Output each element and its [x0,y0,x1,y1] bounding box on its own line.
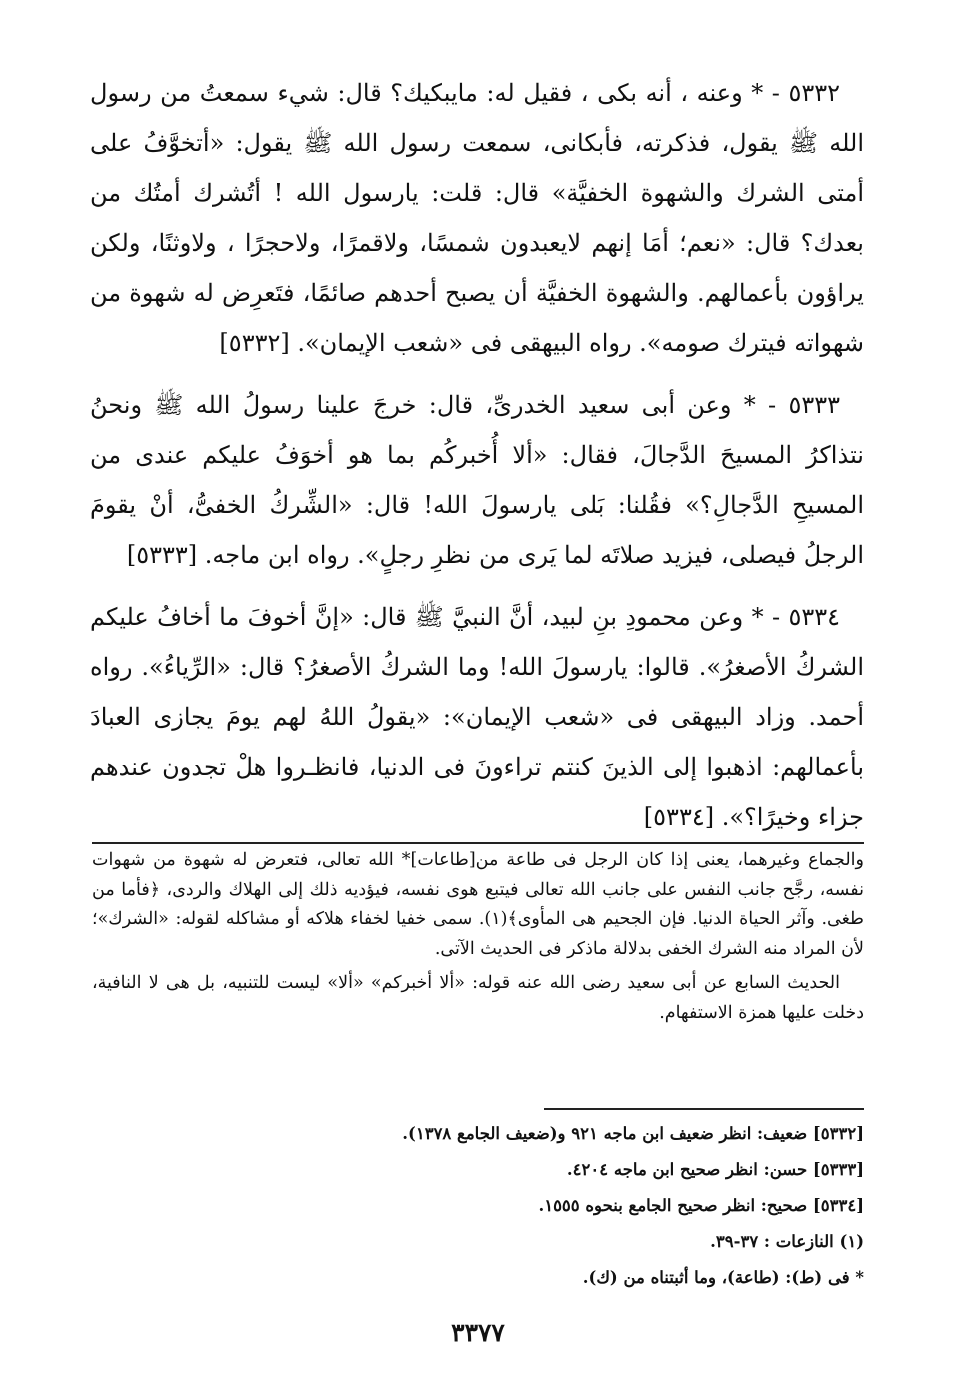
hadith-section [90,68,864,854]
references-section [92,1116,864,1296]
hadith-5332: ٥٣٣٢ - * وعنه ، أنه بكى ، فقيل له: مايبكيك؟ قال: شيء سمعتُ من رسول الله ﷺ يقول، فذكرته، فأبكانى، سمعت رسول الله ﷺ يقول: «أتخوَّفُ على أمتى الشرك والشهوة الخفيَّة» قال: قلت: يارسول الله ! أتُشرك أمتُك من بعدك؟ قال: «نعم؛ أمَا إنهم لايعبدون شمسًا، ولاقمرًا، ولاحجرًا ، ولاوثنًا، ولكن يراؤون بأعمالهم. والشهوة الخفيَّة أن يصبح أحدهم صائمًا، فتَعرِض له شهوة من شهواته فيترك صومه». رواه البيهقى فى «شعب الإيمان». [٥٣٣٢] [90,79,865,357]
commentary-paragraph: الحديث السابع عن أبى سعيد رضى الله عنه قوله: «ألا أخبركم» «ألا» ليست للتنبيه، بل هى لا النافية، دخلت عليها همزة الاستفهام. [92,973,864,1023]
reference-5332: [٥٣٣٢] ضعيف: انظر ضعيف ابن ماجه ٩٢١ و(ضعيف الجامع ١٣٧٨). [402,1124,864,1143]
references-divider [544,1108,864,1110]
reference-5333: [٥٣٣٣] حسن: انظر صحيح ابن ماجه ٤٢٠٤. [566,1160,864,1179]
footnote-variant: * فى (ط): (طاعة)، وما أثبتناه من (ك). [582,1268,864,1287]
footnote-quran: (١) النازعات : ٣٧-٣٩. [710,1232,864,1251]
page-number: ٣٣٧٧ [451,1318,505,1347]
footnote-divider [92,842,864,844]
commentary-paragraph: والجماع وغيرهما، يعنى إذا كان الرجل فى طاعة من[طاعات]* الله تعالى، فتعرض له شهوة من شهوات نفسه، رجَّح جانب النفس على جانب الله تعالى فيتبع هوى نفسه، فيؤديه ذلك إلى الهلاك والردى، ﴿فأما من طغى. وآثر الحياة الدنيا. فإن الجحيم هى المأوى﴾(١). سمى خفيا لخفاء هلاكه أو مشاكله لقوله: «الشرك»؛ لأن المراد منه الشرك الخفى بدلالة ماذكر فى الحديث الآتى. [92,850,864,959]
hadith-5334: ٥٣٣٤ - * وعن محمودِ بنِ لبيد، أنَّ النبيَّ ﷺ قال: «إنَّ أخوفَ ما أخافُ عليكم الشركُ الأصغرُ». قالوا: يارسولَ الله! وما الشركُ الأصغرُ؟ قال: «الرِّياءُ». رواه أحمد. وزاد البيهقى فى «شعب الإيمان»: «يقولُ اللهُ لهم يومَ يجازى العبادَ بأعمالهم: اذهبوا إلى الذينَ كنتم تراءونَ فى الدنيا، فانظـروا هلْ تجدون عندهم جزاء وخيرًا؟». [٥٣٣٤] [90,603,864,831]
reference-5334: [٥٣٣٤] صحيح: انظر صحيح الجامع بنحوه ١٥٥٥. [538,1196,864,1215]
commentary-section [92,846,864,1033]
hadith-5333: ٥٣٣٣ - * وعن أبى سعيد الخدرىِّ، قال: خرجَ علينا رسولُ الله ﷺ ونحنُ نتذاكرُ المسيحَ الدَّجالَ، فقال: «ألا أُخبركُم بما هو أخوَفُ عليكم عندى من المسيحِ الدَّجالِ؟» فقُلنا: بَلى يارسولَ الله! قال: «الشِّركُ الخفىُّ، أنْ يقومَ الرجلُ فيصلى، فيزيد صلاتَه لما يَرى من نظرِ رجلٍ». رواه ابن ماجه. [٥٣٣٣] [90,391,864,569]
